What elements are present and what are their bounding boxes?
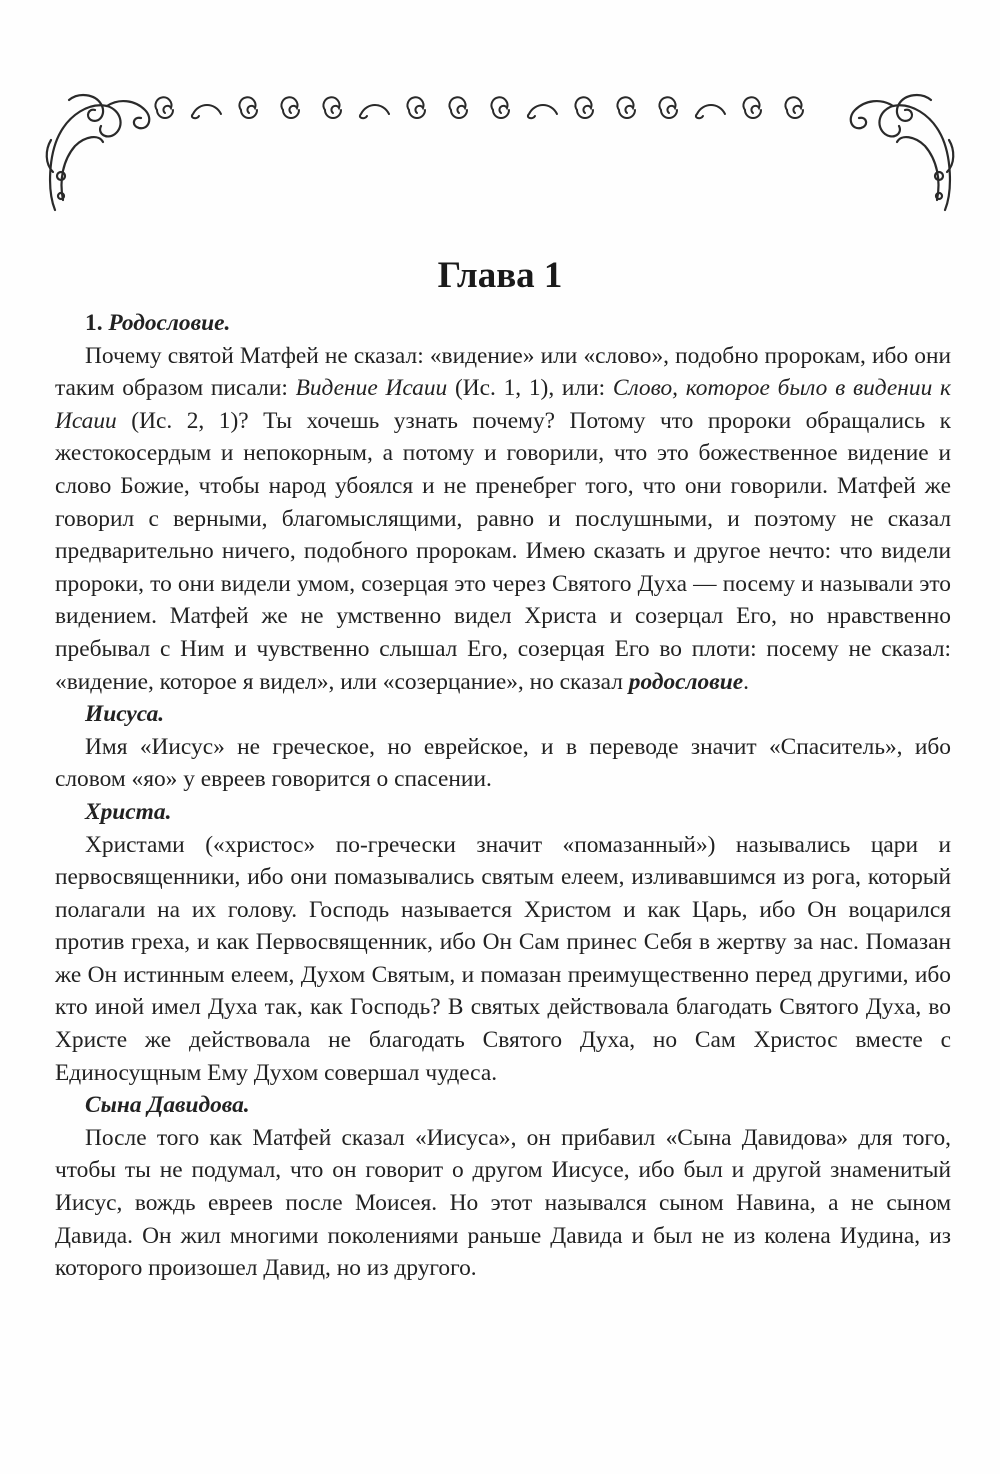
chapter-body [55, 307, 951, 1285]
section-heading-son-of-david: Сына Давидова. [85, 1092, 250, 1119]
section-heading-text: Родословие. [108, 310, 231, 336]
emphasized-word: родословие [628, 668, 744, 695]
scripture-quote: Слово, которое было в видении к Исаии [55, 375, 951, 434]
section-heading-genealogy [55, 307, 951, 340]
paragraph-genealogy [55, 340, 951, 699]
scripture-quote: Видение Исаии [295, 375, 448, 402]
paragraph-text: Почему святой Матфей не сказал: «видение» или «слово», подобно пророкам, ибо они таким образом писали: [55, 342, 951, 402]
paragraph-son-of-david: После того как Матфей сказал «Иисуса», он прибавил «Сына Давидова» для того, чтобы ты не подумал, что он говорит о другом Иисусе, ибо был и другой знаменитый Иисус, вождь евреев после Моисея. Но этот назывался сыном Навина, а не сыном Давида. Он жил многими поколениями раньше Давида и был не из колена Иудина, из которого произошел Давид, но из другого. [55, 1124, 951, 1282]
chapter-title: Глава 1 [437, 255, 563, 296]
paragraph-text: (Ис. 2, 1)? Ты хочешь узнать почему? Потому что пророки обращались к жестокосердым и непокорным, а потому и говорили, что это божественное видение и слово Божие, чтобы народ убоялся и не пренебрег того, что они говорили. Матфей же говорил с верными, благомыслящими, равно и послушными, и поэтому не сказал предварительно ничего, подобного пророкам. Имею сказать и другое нечто: что видели пророки, то они видели умом, созерцая это через Святого Духа — посему и называли это видением. Матфей же не умственно видел Христа и созерцал Его, но нравственно пребывал с Ним и чувственно слышал Его, созерцая Его во плоти: посему не сказал: «видение, которое я видел», или «созерцание», но сказал [55, 407, 951, 695]
paragraph-text: (Ис. 1, 1), или: [447, 375, 613, 402]
paragraph-jesus: Имя «Иисус» не греческое, но еврейское, и в переводе значит «Спаситель», ибо словом «яо» у евреев говорится о спасении. [55, 733, 951, 793]
paragraph-text: . [743, 668, 749, 695]
section-heading-christ: Христа. [85, 798, 172, 825]
paragraph-christ: Христами («христос» по-гречески значит «помазанный») назывались цари и первосвященники, ибо они помазывались святым елеем, изливавшимся из рога, который полагали на их голову. Господь называется Христом и как Царь, ибо Он воцарился против греха, и как Первосвященник, ибо Он Сам принес Себя в жертву за нас. Помазан же Он истинным елеем, Духом Святым, и помазан преимущественно перед другими, ибо кто иной имел Духа так, как Господь? В святых действовала благодать Святого Духа, во Христе же действовала не благодать Святого Духа, но Сам Христос вместе с Единосущным Ему Духом совершал чудеса. [55, 831, 951, 1086]
ornamental-header-border-icon [45, 80, 955, 220]
section-number: 1. [85, 310, 103, 336]
section-heading-jesus: Иисуса. [85, 701, 165, 728]
